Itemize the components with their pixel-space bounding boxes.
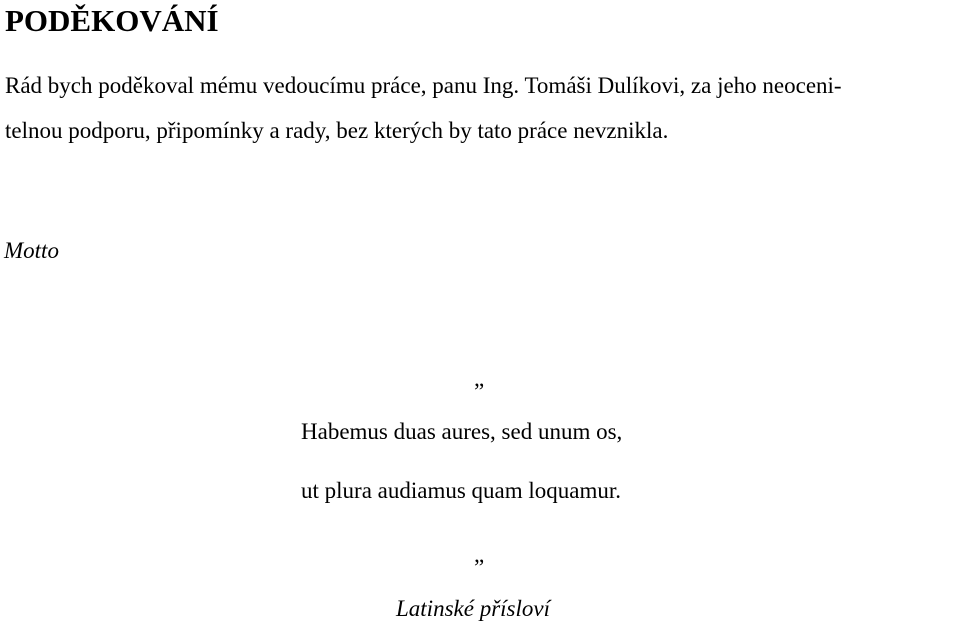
page-heading: PODĚKOVÁNÍ — [5, 3, 219, 38]
acknowledgement-line-2: telnou podporu, připomínky a rady, bez kterých by tato práce nevznikla. — [5, 118, 669, 143]
quote-close-mark: „ — [474, 542, 485, 567]
quote-source: Latinské přísloví — [396, 596, 550, 621]
quote-open-mark: „ — [474, 366, 485, 391]
motto-label: Motto — [4, 238, 59, 263]
quote-line-2: ut plura audiamus quam loquamur. — [301, 478, 622, 503]
quote-line-1: Habemus duas aures, sed unum os, — [301, 419, 623, 444]
acknowledgement-line-1: Rád bych poděkoval mému vedoucímu práce, panu Ing. Tomáši Dulíkovi, za jeho neoceni- — [5, 73, 842, 98]
